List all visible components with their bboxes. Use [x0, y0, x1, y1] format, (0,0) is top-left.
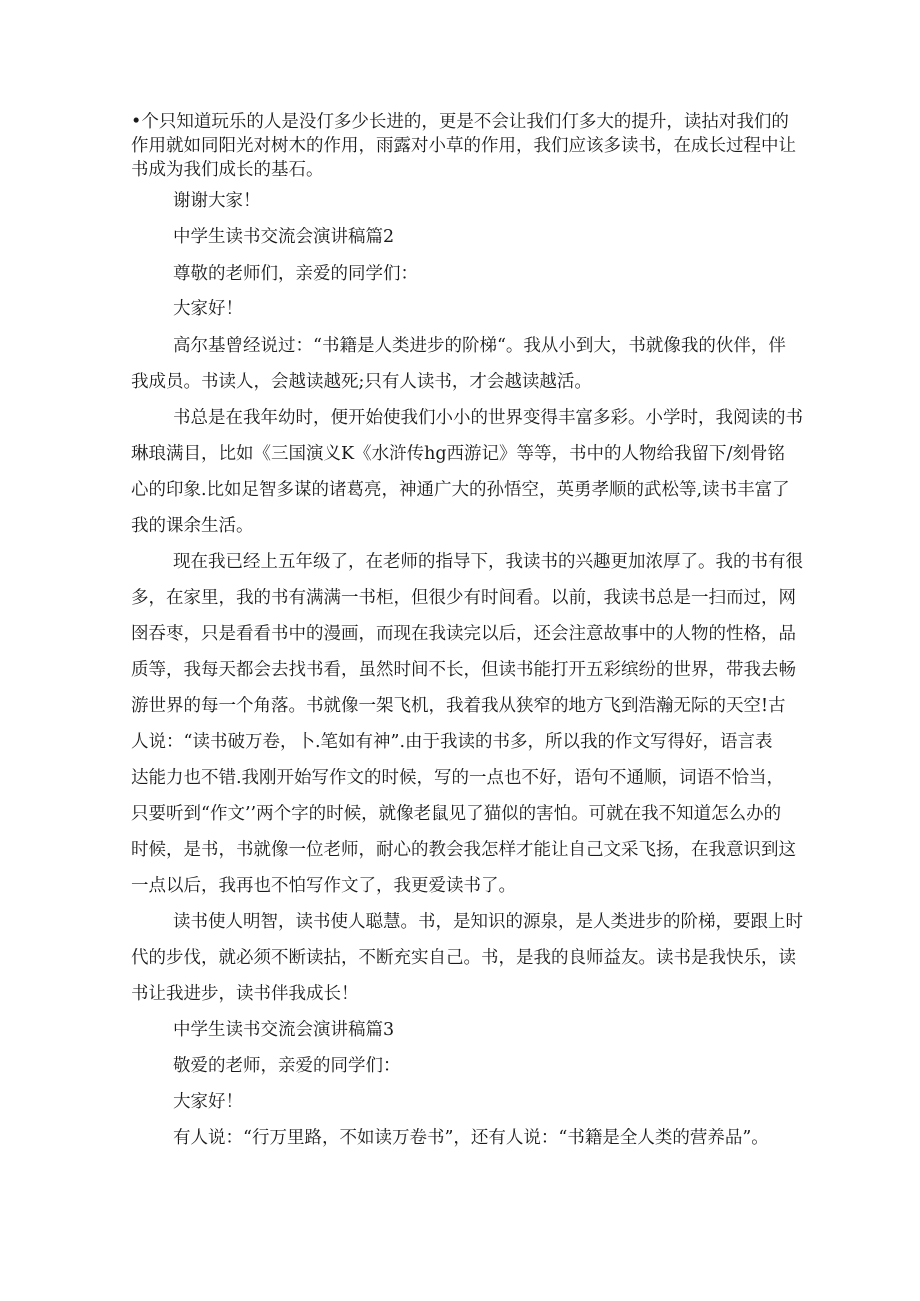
paragraph-grade5-line-5: 游世界的每一个角落。书就像一架飞机，我着我从狭窄的地方飞到浩瀚无际的天空!古: [131, 696, 786, 716]
paragraph-wisdom-line-2: 代的步伐，就必须不断读拈，不断充实自己。书，是我的良师益友。读书是我快乐，读: [131, 948, 796, 968]
paragraph-wisdom-line-3: 书让我进步，读书伴我成长！: [131, 984, 359, 1004]
paragraph-1-line-3: 书成为我们成长的基石。: [131, 160, 324, 180]
greeting-3: 大家好！: [173, 1092, 243, 1112]
paragraph-grade5-line-7: 达能力也不错.我刚开始写作文的时候，写的一点也不好，语句不通顺，词语不恰当，: [131, 768, 785, 788]
paragraph-1-line-1: •个只知道玩乐的人是没仃多少长进的，更是不会让我们仃多大的提升，读拈对我们的: [131, 112, 789, 132]
section-title-3: 中学生读书交流会演讲稿篇3: [173, 1020, 395, 1040]
paragraph-childhood-line-1: 书总是在我年幼时，便开始使我们小小的世界变得丰富多彩。小学时，我阅读的书: [173, 408, 803, 428]
paragraph-gorky-line-1: 高尔基曾经说过：“书籍是人类进步的阶梯“。我从小到大，书就像我的伙伴，伴: [173, 336, 786, 356]
paragraph-grade5-line-6: 人说：“读书破万卷，卜.笔如有神”.由于我读的书多，所以我的作文写得好，语言表: [131, 732, 773, 752]
section-title-2: 中学生读书交流会演讲稿篇2: [173, 227, 395, 247]
closing-thanks: 谢谢大家！: [173, 191, 261, 211]
paragraph-grade5-line-2: 多，在家里，我的书有满满一书柜，但很少有时间看。以前，我读书总是一扫而过，网: [131, 588, 796, 608]
salutation-2: 尊敬的老师们，亲爱的同学们：: [173, 264, 418, 284]
paragraph-childhood-line-2: 琳琅满目，比如《三国演义K《水浒传hg西游记》等等，书中的人物给我留下/刻骨铭: [131, 444, 785, 464]
paragraph-grade5-line-10: 一点以后，我再也不怕写作文了，我更爱读书了。: [131, 876, 516, 896]
paragraph-grade5-line-8: 只要听到“作文’’两个字的时候，就像老鼠见了猫似的害怕。可就在我不知道怎么办的: [131, 804, 782, 824]
paragraph-grade5-line-3: 囹吞枣，只是看看书中的漫画，而现在我读完以后，还会注意故事中的人物的性格，品: [131, 624, 796, 644]
paragraph-wisdom-line-1: 读书使人明智，读书使人聪慧。书，是知识的源泉，是人类进步的阶梯，要跟上时: [173, 912, 803, 932]
paragraph-grade5-line-4: 质等，我每天都会去找书看，虽然时间不长，但读书能打开五彩缤纷的世界，带我去畅: [131, 660, 796, 680]
paragraph-gorky-line-2: 我成员。书读人，会越读越死;只有人读书，才会越读越活。: [131, 372, 592, 392]
paragraph-quote-line-1: 有人说：“行万里路，不如读万卷书”，还有人说：“书籍是全人类的营养品”。: [173, 1128, 769, 1148]
paragraph-1-line-2: 作用就如同阳光对树木的作用，雨露对小草的作用，我们应该多读书，在成长过程中让: [131, 136, 796, 156]
paragraph-childhood-line-3: 心的印象.比如足智多谋的诸葛亮，神通广大的孙悟空，英勇孝顺的武松等,读书丰富了: [131, 480, 790, 500]
paragraph-grade5-line-1: 现在我已经上五年级了，在老师的指导下，我读书的兴趣更加浓厚了。我的书有很: [173, 552, 803, 572]
salutation-3: 敬爱的老师，亲爱的同学们：: [173, 1056, 401, 1076]
greeting-2: 大家好！: [173, 299, 243, 319]
paragraph-grade5-line-9: 时候，是书，书就像一位老师，耐心的教会我怎样才能让自己文采飞扬，在我意识到这: [131, 840, 796, 860]
paragraph-childhood-line-4: 我的课余生活。: [131, 516, 254, 536]
